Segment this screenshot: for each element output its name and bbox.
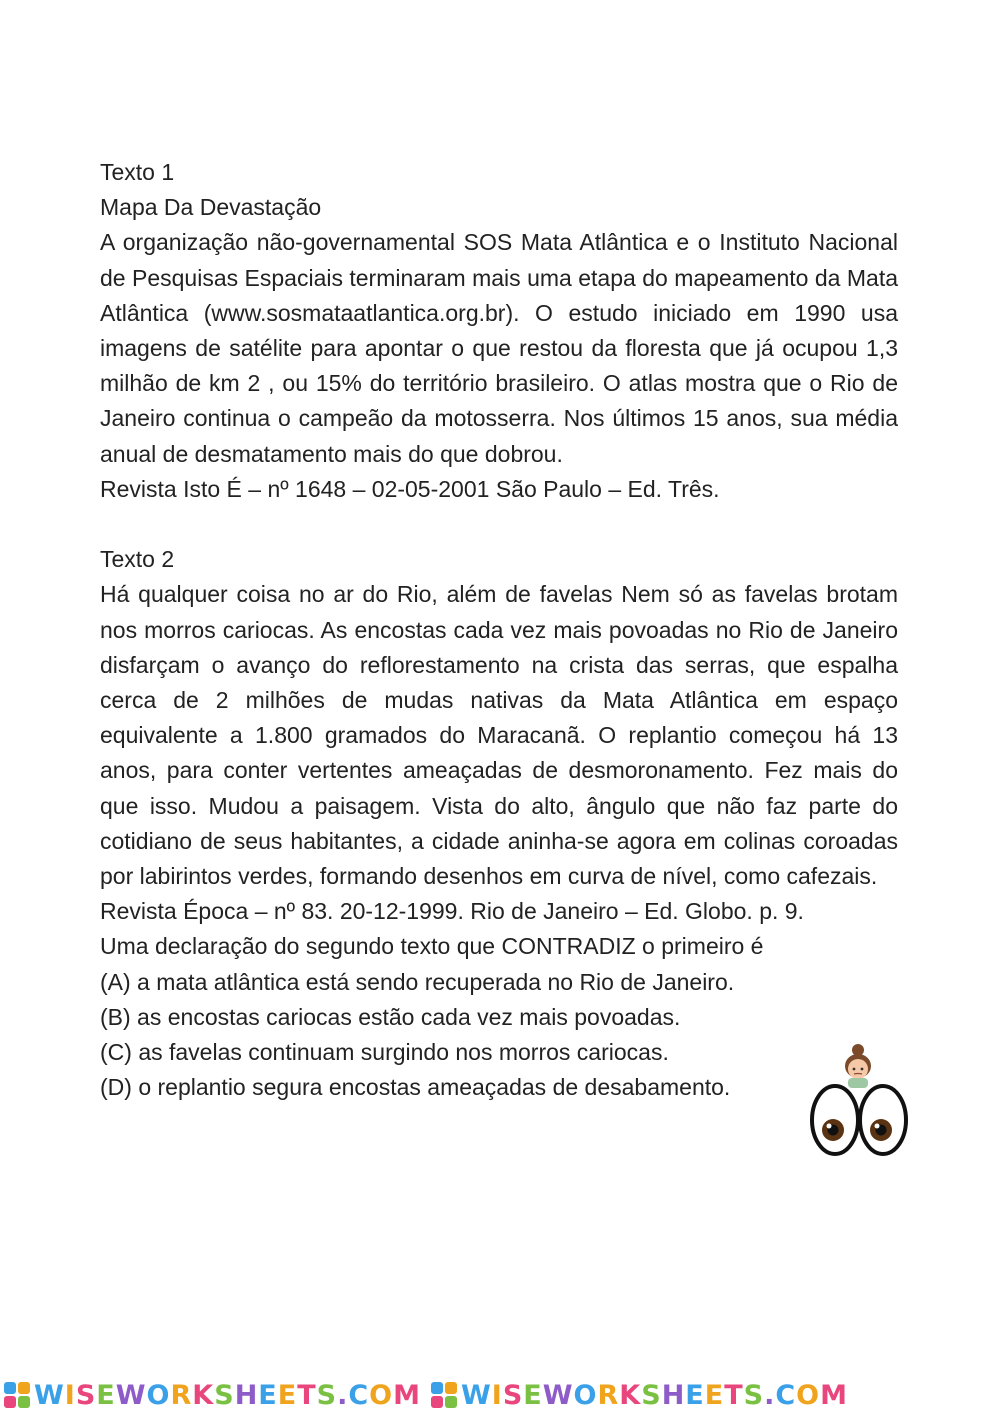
section-spacer <box>100 507 898 542</box>
texto2-heading: Texto 2 <box>100 546 175 573</box>
answer-options <box>100 965 898 1106</box>
question-prompt: Uma declaração do segundo texto que CONTRADIZ o primeiro é <box>100 933 764 960</box>
watermark-text-2: WISEWORKSHEETS.COM <box>461 1379 848 1411</box>
wiseworksheets-logo-icon <box>431 1382 457 1408</box>
watermark-brand <box>4 1379 421 1411</box>
footer-watermark <box>0 1376 1000 1414</box>
thinking-eyes-icon <box>808 1040 912 1164</box>
wiseworksheets-logo-icon <box>4 1382 30 1408</box>
option-c[interactable]: (C) as favelas continuam surgindo nos morros cariocas. <box>100 1039 669 1066</box>
texto2-body: Há qualquer coisa no ar do Rio, além de favelas Nem só as favelas brotam nos morros cariocas. As encostas cada vez mais povoadas no Rio de Janeiro disfarçam o avanço do reflorestamento na crista das serras, que espalha cerca de 2 milhões de mudas nativas da Mata Atlântica em espaço equivalente a 1.800 gramados do Maracanã. O replantio começou há 13 anos, para conter vertentes ameaçadas de desmoronamento. Fez mais do que isso. Mudou a paisagem. Vista do alto, ângulo que não faz parte do cotidiano de seus habitantes, a cidade aninha-se agora em colinas coroadas por labirintos verdes, formando desenhos em curva de nível, como cafezais. <box>100 581 898 890</box>
texto1-title: Mapa Da Devastação <box>100 194 322 221</box>
option-a[interactable]: (A) a mata atlântica está sendo recuperada no Rio de Janeiro. <box>100 968 735 995</box>
texto2-source: Revista Época – nº 83. 20-12-1999. Rio de Janeiro – Ed. Globo. p. 9. <box>100 898 804 925</box>
texto1-heading: Texto 1 <box>100 159 175 185</box>
worksheet-content <box>100 155 898 1105</box>
watermark-text-1: WISEWORKSHEETS.COM <box>34 1379 421 1411</box>
big-eyes <box>812 1086 906 1154</box>
watermark-brand <box>431 1379 848 1411</box>
option-b[interactable]: (B) as encostas cariocas estão cada vez mais povoadas. <box>100 1003 681 1030</box>
texto1-body: A organização não-governamental SOS Mata Atlântica e o Instituto Nacional de Pesquisas Espaciais terminaram mais uma etapa do mapeamento da Mata Atlântica (www.sosmataatlantica.org.br). O estudo iniciado em 1990 usa imagens de satélite para apontar o que restou da floresta que já ocupou 1,3 milhão de km 2 , ou 15% do território brasileiro. O atlas mostra que o Rio de Janeiro continua o campeão da motosserra. Nos últimos 15 anos, sua média anual de desmatamento mais do que dobrou. <box>100 229 898 467</box>
option-d[interactable]: (D) o replantio segura encostas ameaçadas de desabamento. <box>100 1074 731 1101</box>
avatar <box>845 1044 871 1088</box>
texto1-source: Revista Isto É – nº 1648 – 02-05-2001 São Paulo – Ed. Três. <box>100 475 720 502</box>
